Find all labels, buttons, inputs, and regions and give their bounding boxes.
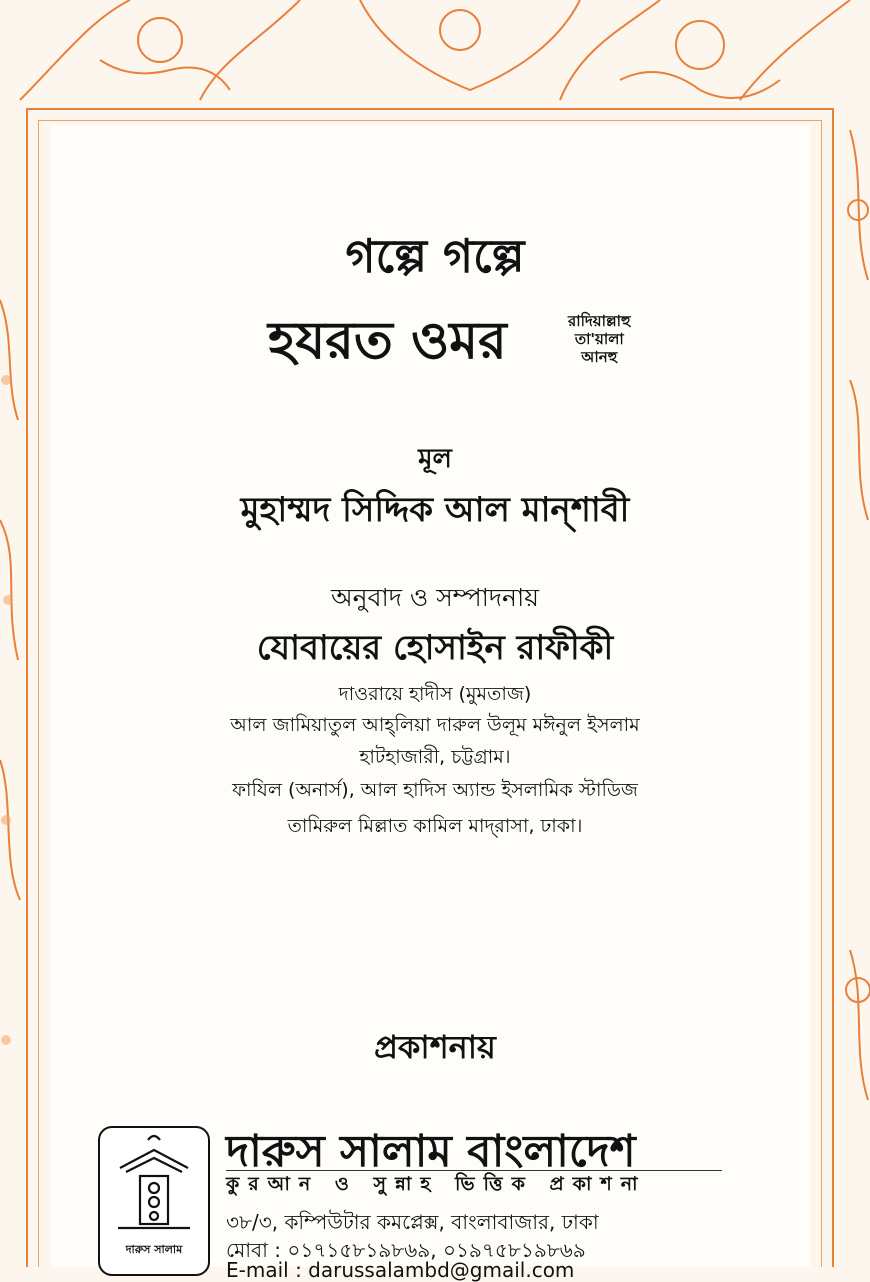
translation-label: অনুবাদ ও সম্পাদনায় [331, 583, 539, 612]
book-stand-icon [100, 1128, 208, 1238]
logo-caption: দারুস সালাম [125, 1243, 183, 1256]
book-title: হযরত ওমর [268, 311, 507, 371]
publisher-phone: মোবা : ০১৭১৫৮১৯৮৬৯, ০১৯৭৫৮১৯৮৬৯ [226, 1238, 586, 1262]
publisher-label: প্রকাশনায় [374, 1028, 496, 1066]
series-title: গল্পে গল্পে [345, 229, 525, 283]
credential-line: ফাযিল (অনার্স), আল হাদিস অ্যান্ড ইসলামিক স্টাডিজ [232, 779, 638, 801]
title-block [0, 300, 870, 380]
publisher-address: ৩৮/৩, কম্পিউটার কমপ্লেক্স, বাংলাবাজার, ঢাকা [226, 1210, 599, 1234]
credential-line: দাওরায়ে হাদীস (মুমতাজ) [338, 683, 532, 705]
original-label: মূল [418, 444, 452, 474]
honorific-text [568, 312, 631, 366]
credential-line: হাটহাজারী, চট্টগ্রাম। [359, 746, 511, 768]
author-name: মুহাম্মদ সিদ্দিক আল মান্‌শাবী [240, 490, 630, 530]
publisher-name: দারুস সালাম বাংলাদেশ [226, 1126, 636, 1177]
publisher-email: E-mail : darussalambd@gmail.com [226, 1258, 575, 1282]
honorific-line: আনহু [581, 348, 618, 366]
honorific-line: রাদিয়াল্লাহু [568, 312, 631, 330]
credential-line: তামিরুল মিল্লাত কামিল মাদ্‌রাসা, ঢাকা। [287, 815, 583, 837]
publisher-logo [98, 1126, 210, 1276]
publisher-tagline: কুরআন ও সুন্নাহ ভিত্তিক প্রকাশনা [226, 1173, 647, 1195]
honorific-line: তা'য়ালা [574, 330, 624, 348]
credential-line: আল জামিয়াতুল আহ্‌লিয়া দারুল উলূম মঈনুল ইসলাম [230, 714, 640, 736]
translator-name: যোবায়ের হোসাইন রাফীকী [256, 628, 614, 668]
